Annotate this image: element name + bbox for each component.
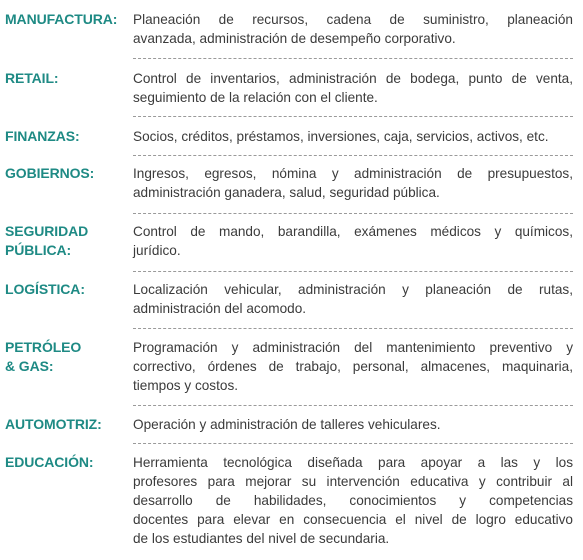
sector-description-line: Localización vehicular, administración y planeación de rutas, [133,282,573,297]
sector-description [133,338,573,395]
sector-description-line: docentes para elevar en consecuencia el nivel de logro educativo [133,512,573,527]
sector-label-line: PÚBLICA: [5,242,72,258]
sector-label [5,280,130,299]
dashed-divider [133,155,573,156]
sector-description-line: tiempos y costos. [133,378,239,393]
sector-description [133,69,573,107]
sector-description-line: profesores para mejorar su intervención educativa y contribuir al [133,474,573,489]
sector-description-line: Control de inventarios, administración de bodega, punto de venta, [133,71,573,86]
sector-description [133,127,573,146]
sector-label-line: SEGURIDAD [5,223,89,239]
sector-label [5,127,130,146]
sector-label [5,415,130,434]
sector-description-line: avanzada, administración de desempeño corporativo. [133,31,456,46]
sector-description-line: Programación y administración del mantenimiento preventivo y [133,340,573,355]
sector-description-line: Operación y administración de talleres vehiculares. [133,417,441,432]
dashed-divider [133,405,573,406]
sector-label-line: PETRÓLEO [5,339,82,355]
sector-description [133,10,573,48]
sector-label-line: RETAIL: [5,70,59,86]
sector-description [133,222,573,260]
sector-label [5,453,130,472]
sector-description-line: jurídico. [133,243,181,258]
dashed-divider [133,443,573,444]
sector-description-line: desarrollo de habilidades, conocimientos y competencias [133,493,573,508]
sector-label [5,69,130,88]
sector-label [5,164,130,183]
sector-description-line: Socios, créditos, préstamos, inversiones, caja, servicios, activos, etc. [133,129,549,144]
sector-label-line: LOGÍSTICA: [5,281,85,297]
dashed-divider [133,271,573,272]
sector-label [5,222,130,260]
sector-description-line: Herramienta tecnológica diseñada para apoyar a las y los [133,455,573,470]
dashed-divider [133,58,573,59]
sector-label-line: & GAS: [5,358,54,374]
sector-label-line: EDUCACIÓN: [5,454,94,470]
sector-description [133,415,573,434]
sector-label-line: GOBIERNOS: [5,165,95,181]
sector-description-line: administración ganadera, salud, seguridad pública. [133,185,440,200]
sector-description-line: correctivo, órdenes de trabajo, personal, almacenes, maquinaria, [133,359,573,374]
sector-description-line: Planeación de recursos, cadena de suministro, planeación [133,12,573,27]
sector-description-line: de los estudiantes del nivel de secundaria. [133,531,390,546]
dashed-divider [133,213,573,214]
sector-description-line: seguimiento de la relación con el cliente. [133,90,378,105]
sector-description-line: Control de mando, barandilla, exámenes médicos y químicos, [133,224,573,239]
sector-description-line: Ingresos, egresos, nómina y administración de presupuestos, [133,166,573,181]
sector-description [133,280,573,318]
sector-label-line: MANUFACTURA: [5,11,118,27]
sector-description [133,164,573,202]
sector-label [5,338,130,376]
dashed-divider [133,116,573,117]
sector-label [5,10,130,29]
dashed-divider [133,328,573,329]
sector-description [133,453,573,548]
sector-label-line: FINANZAS: [5,128,80,144]
sector-description-line: administración del acomodo. [133,301,307,316]
sector-label-line: AUTOMOTRIZ: [5,416,102,432]
